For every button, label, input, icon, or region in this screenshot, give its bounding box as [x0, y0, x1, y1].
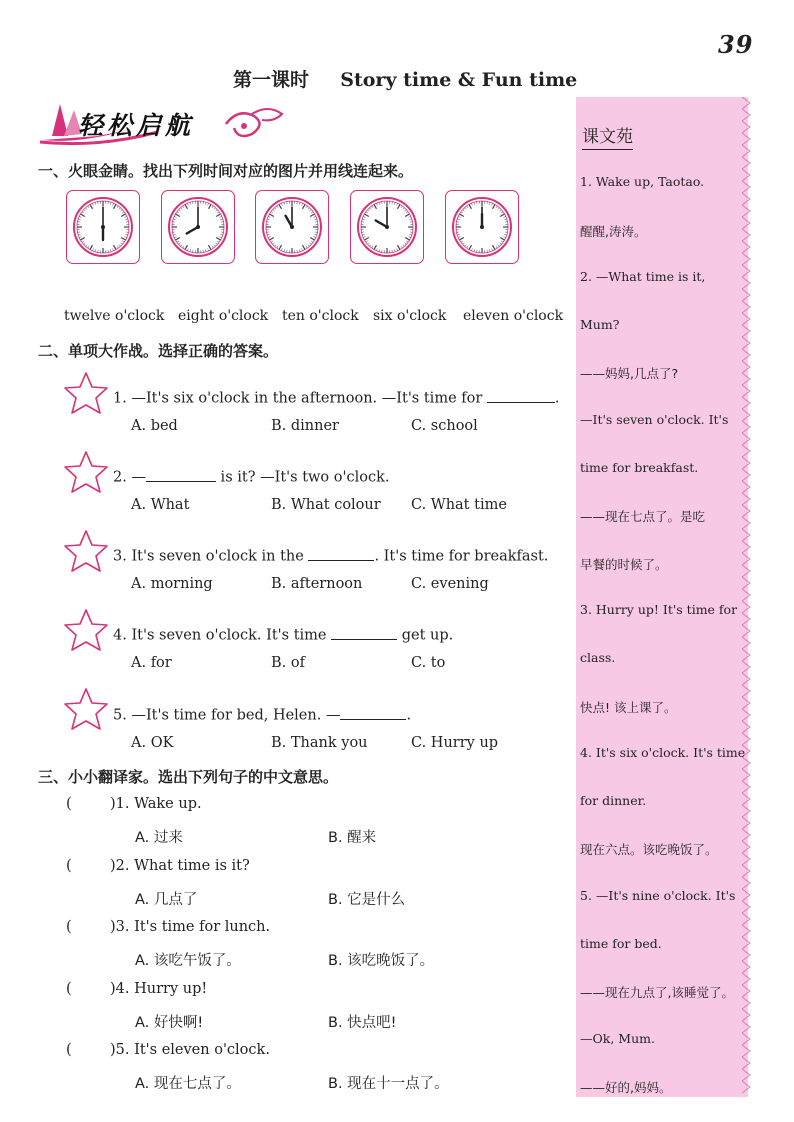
banner-title: 轻松启航: [78, 111, 195, 140]
option-a: A. morning: [131, 576, 213, 592]
sidebar-line: 2. —What time is it,: [580, 269, 706, 285]
sidebar-line: 5. —It's nine o'clock. It's: [580, 888, 736, 903]
section1-heading: 一、火眼金睛。找出下列时间对应的图片并用线连起来。: [38, 162, 414, 180]
clock-2: [161, 190, 235, 264]
question-text: .: [406, 707, 412, 724]
sidebar-line: time for bed.: [580, 935, 662, 951]
translate-question: )3. It's time for lunch.: [110, 919, 271, 935]
option-a: A. 该吃午饭了。: [135, 953, 241, 969]
sidebar-line: class.: [580, 650, 616, 665]
question-3: [113, 545, 548, 565]
option-a: A. 好快啊!: [135, 1015, 204, 1031]
sidebar-line: —Ok, Mum.: [580, 1030, 655, 1046]
option-b: B. What colour: [271, 497, 381, 513]
question-text: is it? —It's two o'clock.: [215, 469, 390, 486]
question-text: . It's time for breakfast.: [374, 548, 549, 565]
option-c: C. evening: [411, 576, 489, 592]
answer-blank[interactable]: [308, 545, 374, 561]
star-icon: [62, 528, 110, 574]
page-number: 39: [718, 30, 754, 59]
translate-question: )2. What time is it?: [110, 858, 250, 874]
sidebar-line: ——现在七点了。是吃: [580, 509, 706, 525]
option-c: C. school: [411, 418, 478, 434]
clock-1: [66, 190, 140, 264]
question-text: 4. It's seven o'clock. It's time: [113, 627, 332, 644]
sidebar-line: 早餐的时候了。: [580, 556, 668, 572]
sidebar-title: 课文苑: [582, 122, 633, 150]
sidebar-line: time for breakfast.: [580, 459, 699, 475]
sidebar-line: 1. Wake up, Taotao.: [580, 174, 705, 189]
sidebar-line: 醒醒,涛涛。: [580, 223, 647, 239]
option-b: B. 快点吧!: [328, 1015, 397, 1031]
translate-question: )4. Hurry up!: [110, 981, 208, 997]
answer-blank[interactable]: [146, 466, 216, 482]
option-b: B. 现在十一点了。: [328, 1076, 449, 1092]
star-icon: [62, 607, 110, 653]
lesson-title-en: Story time & Fun time: [340, 69, 578, 91]
time-label: eleven o'clock: [463, 308, 564, 324]
question-text: .: [554, 390, 560, 407]
sidebar-line: ——好的,妈妈。: [580, 1080, 672, 1096]
answer-blank[interactable]: [487, 387, 555, 403]
section3-heading: 三、小小翻译家。选出下列句子的中文意思。: [38, 768, 339, 786]
answer-blank[interactable]: [340, 704, 406, 720]
option-a: A. 现在七点了。: [135, 1076, 241, 1092]
option-a: A. 过来: [135, 830, 183, 846]
answer-paren[interactable]: (: [66, 981, 72, 997]
question-5: [113, 704, 411, 724]
star-icon: [62, 686, 110, 732]
question-text: 2. —: [113, 469, 146, 486]
translate-question: )1. Wake up.: [110, 796, 202, 812]
time-label: ten o'clock: [282, 308, 359, 324]
question-text: 3. It's seven o'clock in the: [113, 548, 309, 565]
answer-paren[interactable]: (: [66, 796, 72, 812]
sidebar-line: —It's seven o'clock. It's: [580, 412, 729, 427]
sidebar-line: 4. It's six o'clock. It's time: [580, 745, 746, 761]
option-c: C. What time: [411, 497, 507, 513]
question-4: [113, 624, 453, 644]
lesson-title-cn: 第一课时: [233, 69, 310, 91]
time-label: twelve o'clock: [64, 308, 165, 324]
option-a: A. OK: [131, 735, 174, 751]
sidebar-line: ——现在九点了,该睡觉了。: [580, 985, 734, 1001]
sidebar-line: for dinner.: [580, 792, 647, 808]
option-b: B. of: [271, 655, 305, 671]
answer-blank[interactable]: [331, 624, 397, 640]
option-c: C. to: [411, 655, 446, 671]
sidebar-line: 快点! 该上课了。: [580, 699, 677, 715]
time-label: six o'clock: [373, 308, 447, 324]
answer-paren[interactable]: (: [66, 858, 72, 874]
translate-question: )5. It's eleven o'clock.: [110, 1042, 270, 1058]
option-b: B. afternoon: [271, 576, 363, 592]
time-label: eight o'clock: [178, 308, 269, 324]
option-a: A. What: [131, 497, 190, 513]
question-text: 1. —It's six o'clock in the afternoon. —It's time for: [113, 390, 487, 407]
question-1: [113, 387, 560, 407]
option-a: A. for: [131, 655, 172, 671]
option-b: B. 它是什么: [328, 892, 406, 908]
clock-3: [255, 190, 329, 264]
star-icon: [62, 449, 110, 495]
sidebar-line: ——妈妈,几点了?: [580, 366, 679, 382]
clock-5: [445, 190, 519, 264]
question-text: 5. —It's time for bed, Helen. —: [113, 707, 341, 724]
option-b: B. 该吃晚饭了。: [328, 953, 435, 969]
star-icon: [62, 370, 110, 416]
answer-paren[interactable]: (: [66, 1042, 72, 1058]
sidebar-line: Mum?: [580, 316, 620, 332]
option-b: B. 醒来: [328, 830, 377, 846]
lesson-title: [233, 65, 577, 92]
question-2: [113, 466, 390, 486]
question-text: get up.: [397, 627, 454, 644]
sidebar-edge: [742, 97, 752, 1097]
section2-heading: 二、单项大作战。选择正确的答案。: [38, 342, 279, 360]
option-b: B. Thank you: [271, 735, 368, 751]
option-c: C. Hurry up: [411, 735, 499, 751]
option-b: B. dinner: [271, 418, 339, 434]
answer-paren[interactable]: (: [66, 919, 72, 935]
sidebar-line: 现在六点。该吃晚饭了。: [580, 842, 718, 858]
clock-4: [350, 190, 424, 264]
option-a: A. 几点了: [135, 892, 198, 908]
option-a: A. bed: [131, 418, 178, 434]
sidebar-line: 3. Hurry up! It's time for: [580, 602, 738, 618]
